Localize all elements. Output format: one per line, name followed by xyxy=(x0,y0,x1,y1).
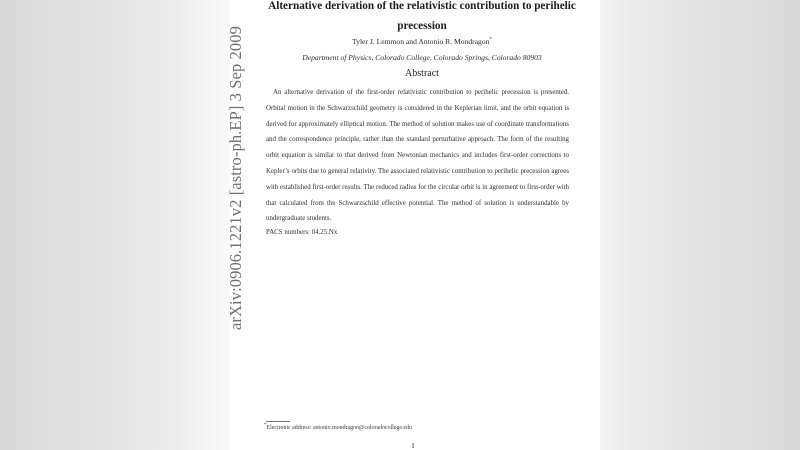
paper-title: Alternative derivation of the relativistic contribution to perihelic precession xyxy=(268,0,576,32)
author-line xyxy=(262,37,582,46)
arxiv-identifier: arXiv:0906.1221v2 [astro-ph.EP] 3 Sep 2009 xyxy=(226,26,245,330)
page-number: 1 xyxy=(411,441,415,450)
abstract-heading: Abstract xyxy=(405,68,439,79)
footnote-text: Electronic address: antonio.mondragon@coloradocollege.edu xyxy=(266,424,412,431)
author-footnote-mark: * xyxy=(489,37,492,43)
authors: Tyler J. Lemmon and Antonio R. Mondragon xyxy=(352,37,490,46)
abstract-body: An alternative derivation of the first-order relativistic contribution to perihelic precession is presented. Orbital motion in the Schwarzschild geometry is considered in the Keplerian limit, and the orbit equation is derived for approximately elliptical motion. The method of solution makes use of coordinate transformations and the correspondence principle, rather than the standard perturbative approach. The form of the resulting orbit equation is similar to that derived from Newtonian mechanics and includes first-order corrections to Kepler’s orbits due to general relativity. The associated relativistic contribution to perihelic precession agrees with established first-order results. The reduced radius for the circular orbit is in agreement to first-order with that calculated from the Schwarzschild effective potential. The method of solution is understandable by undergraduate students. xyxy=(266,89,569,223)
pacs-numbers: PACS numbers: 04.25.Nx xyxy=(266,229,338,236)
affiliation: Department of Physics, Colorado College, Colorado Springs, Colorado 80903 xyxy=(302,53,542,62)
footnote-mark: * xyxy=(264,423,267,428)
footnote xyxy=(264,423,412,431)
footnote-rule xyxy=(266,421,290,422)
